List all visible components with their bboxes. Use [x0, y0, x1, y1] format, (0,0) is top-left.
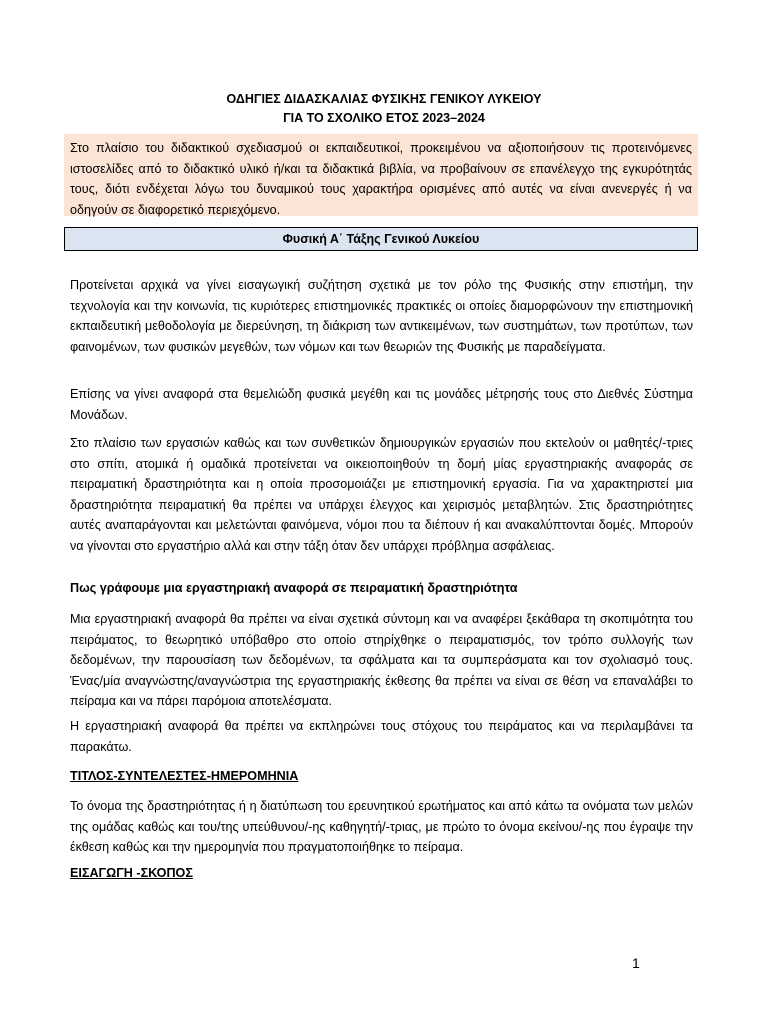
paragraph-lab-activities: Στο πλαίσιο των εργασιών καθώς και των συνθετικών δημιουργικών εργασιών που εκτελούν οι μαθητές/-τριες στο σπίτι, ατομικά ή ομαδικά προτείνεται να οικειοποιηθούν τη δομή μίας εργαστηριακής αναφοράς σε πειραματική δραστηριότητα και η οποία προσομοιάζει με επιστημονική εργασία. Για να χαρακτηριστεί μια δραστηριότητα πειραματική θα πρέπει να υπάρχει έλεγχος και χειρισμός μεταβλητών. Στις δραστηριότητες αυτές αναπαράγονται και μελετώνται φαινόμενα, νόμοι που τα διέπουν ή και ανακαλύπτονται δομές. Μπορούν να γίνονται στο εργαστήριο αλλά και στην τάξη όταν δεν υπάρχει πρόβλημα ασφάλειας. [70, 436, 693, 553]
notice-text: Στο πλαίσιο του διδακτικού σχεδιασμού οι εκπαιδευτικοί, προκειμένου να αξιοποιήσουν τις προτεινόμενες ιστοσελίδες από το διδακτικό υλικό ή/και τα διδακτικά βιβλία, να προβαίνουν σε επανέλεγχο της εγκυρότητάς τους, διότι ενδέχεται λόγω του δυναμικού τους χαρακτήρα ορισμένες από αυτές να είναι ανενεργές ή να οδηγούν σε διαφορετικό περιεχόμενο. [70, 141, 692, 217]
heading-introduction-purpose [70, 863, 193, 883]
heading-lab-report: Πως γράφουμε μια εργαστηριακή αναφορά σε πειραματική δραστηριότητα [70, 581, 518, 595]
notice-box [64, 134, 698, 216]
document-title-line2: ΓΙΑ ΤΟ ΣΧΟΛΙΚΟ ΕΤΟΣ 2023–2024 [283, 111, 485, 125]
paragraph-title-authors: Το όνομα της δραστηριότητας ή η διατύπωση του ερευνητικού ερωτήματος και από κάτω τα ονόματα των μελών της ομάδας καθώς και του/της υπεύθυνου/-ης καθηγητή/-τριας, με πρώτο το όνομα εκείνου/-ης που έγραψε την έκθεση καθώς και την ημερομηνία που πραγματοποιήθηκε το πείραμα. [70, 799, 693, 855]
section-header-box [64, 227, 698, 251]
paragraph-intro-discussion: Προτείνεται αρχικά να γίνει εισαγωγική συζήτηση σχετικά με τον ρόλο της Φυσικής στην επιστήμη, την τεχνολογία και την κοινωνία, τις κυριότερες επιστημονικές πρακτικές οι οποίες διαμορφώνουν την επιστημονική εκπαιδευτική μεθοδολογία με διερεύνηση, τη διάκριση των αντικειμένων, των συστημάτων, των προτύπων, των φαινομένων, των φυσικών μεγεθών, των νόμων και των θεωριών της Φυσικής με παραδείγματα. [70, 278, 693, 354]
paragraph-si-units: Επίσης να γίνει αναφορά στα θεμελιώδη φυσικά μεγέθη και τις μονάδες μέτρησής τους στο Διεθνές Σύστημα Μονάδων. [70, 387, 693, 422]
heading-title-authors-date: ΤΙΤΛΟΣ-ΣΥΝΤΕΛΕΣΤΕΣ-ΗΜΕΡΟΜΗΝΙΑ [70, 769, 299, 783]
page-number: 1 [632, 955, 640, 971]
document-title-line1: ΟΔΗΓΙΕΣ ΔΙΔΑΣΚΑΛΙΑΣ ΦΥΣΙΚΗΣ ΓΕΝΙΚΟΥ ΛΥΚΕΙΟΥ [226, 92, 542, 106]
paragraph-lab-report-goals: Η εργαστηριακή αναφορά θα πρέπει να εκπληρώνει τους στόχους του πειράματος και να περιλαμβάνει τα παρακάτω. [70, 719, 693, 754]
heading-intro-part1: ΕΙΣΑΓΩΓΗ [70, 866, 133, 880]
paragraph-lab-report-description: Μια εργαστηριακή αναφορά θα πρέπει να είναι σχετικά σύντομη και να αναφέρει ξεκάθαρα τη σκοπιμότητα του πειράματος, το θεωρητικό υπόβαθρο στο οποίο στηρίχθηκε ο πειραματισμός, τον τρόπο συλλογής των δεδομένων, την παρουσίαση των δεδομένων, τα σφάλματα και τα συμπεράσματα και τον σχολιασμό τους. Ένας/μία αναγνώστης/αναγνώστρια της εργαστηριακής έκθεσης θα πρέπει να είναι σε θέση να επαναλάβει το πείραμα και να πάρει παρόμοια αποτελέσματα. [70, 612, 693, 709]
heading-intro-part2: -ΣΚΟΠΟΣ [132, 866, 193, 880]
section-title: Φυσική Α΄ Τάξης Γενικού Λυκείου [282, 232, 480, 246]
